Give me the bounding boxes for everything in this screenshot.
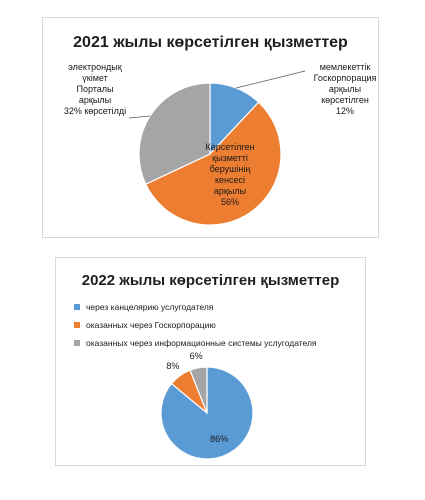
data-label: 8% xyxy=(166,361,180,372)
data-label: 86% xyxy=(210,433,229,444)
leader-line xyxy=(236,71,305,88)
legend-label: оказанных через Госкорпорацию xyxy=(86,320,216,330)
chart-2022-panel xyxy=(55,257,366,466)
data-label: Көрсетілген қызметті берушінің кенсесі арқылы 56% xyxy=(205,142,255,207)
data-label: электрондық үкімет Порталы арқылы 32% көрсетілді xyxy=(63,62,127,116)
chart-2022-svg xyxy=(56,258,367,467)
chart-2022-title: 2022 жылы көрсетілген қызметтер xyxy=(81,272,340,289)
data-label: 6% xyxy=(189,351,203,361)
legend-label: через канцелярию услугодателя xyxy=(86,302,214,312)
leader-line xyxy=(129,116,150,118)
chart-2021-svg xyxy=(43,18,380,239)
data-label: мемлекеттік Госкорпорация арқылы көрсетілген 12% xyxy=(313,62,377,116)
legend-label: оказанных через информационные системы услугодателя xyxy=(86,338,317,348)
chart-2021-title: 2021 жылы көрсетілген қызметтер xyxy=(73,34,348,51)
chart-2021-panel xyxy=(42,17,379,238)
